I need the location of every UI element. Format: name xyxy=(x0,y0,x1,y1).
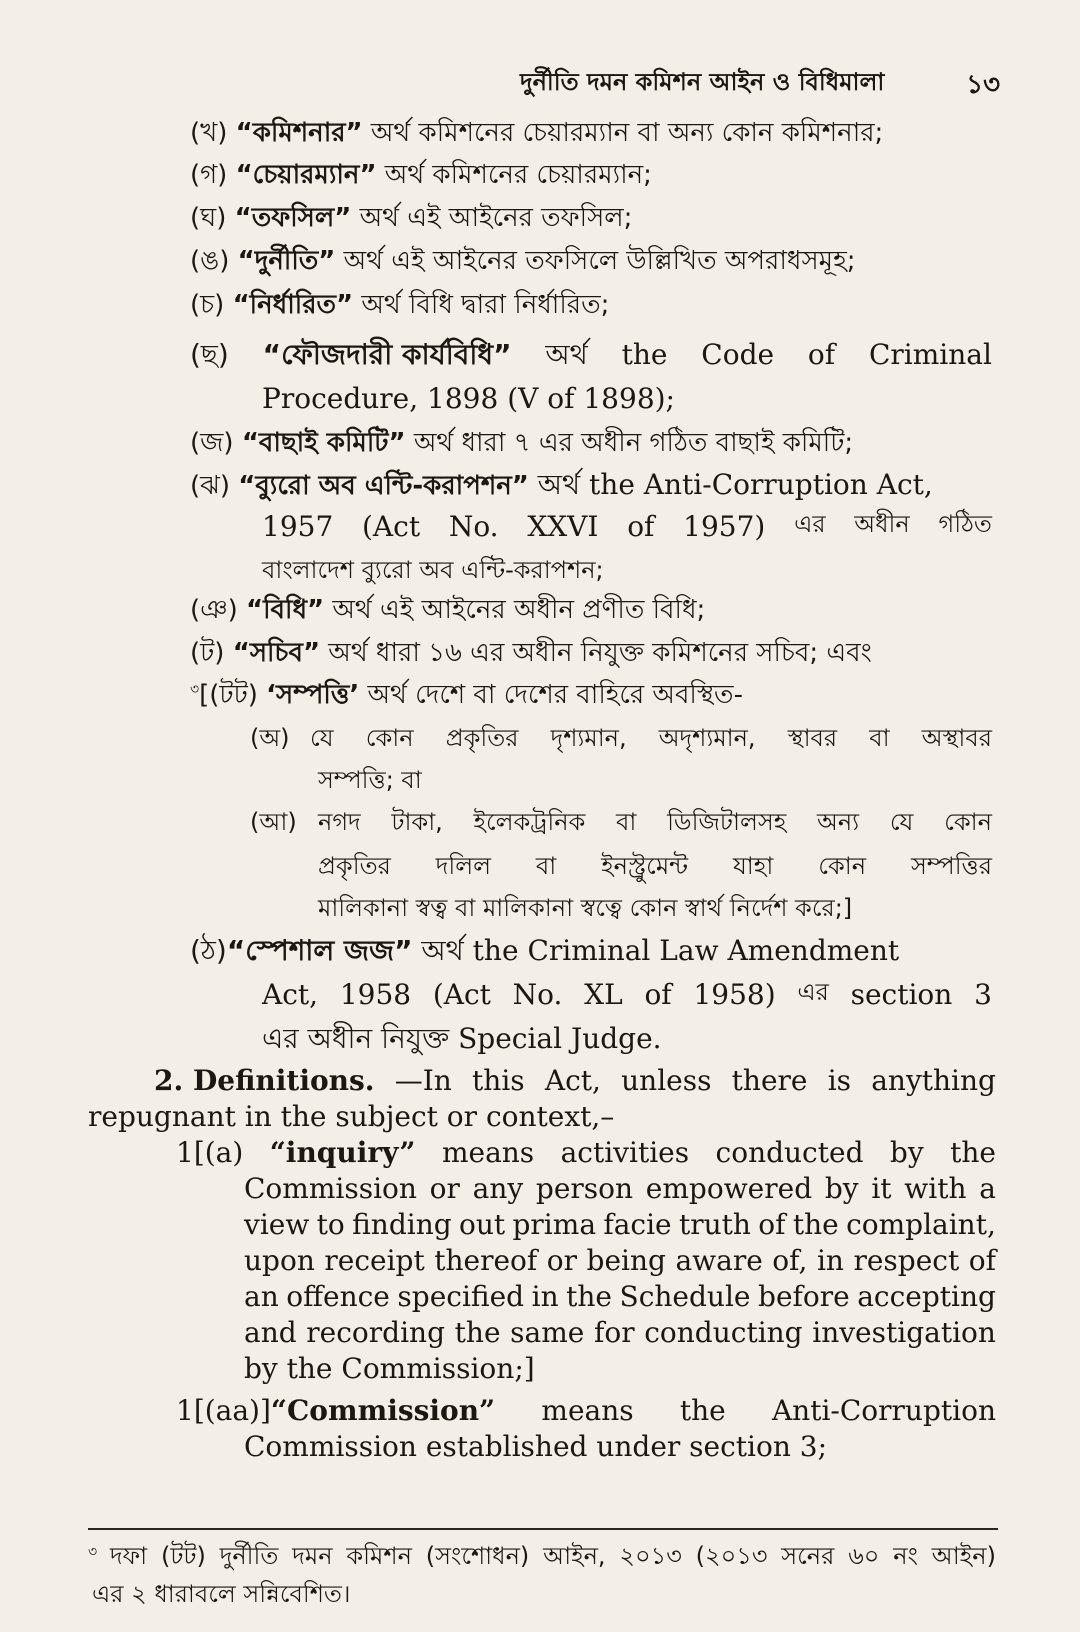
definition-tata-sub-b-cont: মালিকানা স্বত্ব বা মালিকানা স্বত্বে কোন স্বার্থ নির্দেশ করে;] xyxy=(318,894,853,922)
commission-line-2: Commission established under section 3; xyxy=(244,1430,828,1463)
definition-kha: (খ) “কমিশনার” অর্থ কমিশনের চেয়ারম্যান বা অন্য কোন কমিশনার; xyxy=(190,118,884,148)
english-section-heading: 2. Definitions. —In this Act, unless there is anything xyxy=(154,1064,996,1097)
definition-tata-sub-a-cont: সম্পত্তি; বা xyxy=(318,766,422,794)
definition-tha-line3: এর অধীন নিযুক্ত Special Judge. xyxy=(262,1022,662,1055)
inquiry-line-3: upon receipt thereof or being aware of, in respect of xyxy=(244,1244,996,1277)
definition-tha-line2: Act, 1958 (Act No. XL of 1958) এর section 3 xyxy=(262,978,992,1011)
definition-ja: (জ) “বাছাই কমিটি” অর্থ ধারা ৭ এর অধীন গঠিত বাছাই কমিটি; xyxy=(190,428,854,458)
footnote-mark: ৩ xyxy=(88,1544,98,1560)
section-title: 2. Definitions. xyxy=(154,1064,375,1097)
inquiry-line-6: by the Commission;] xyxy=(244,1352,535,1385)
definition-inquiry: 1[(a) “inquiry” means activities conducted by the xyxy=(176,1136,996,1169)
definition-cha: (চ) “নির্ধারিত” অর্থ বিধি দ্বারা নির্ধারিত; xyxy=(190,290,610,320)
footnote-line-1: দফা (টট) দুর্নীতি দমন কমিশন (সংশোধন) আইন, ২০১৩ (২০১৩ সনের ৬০ নং আইন) xyxy=(110,1542,996,1570)
inquiry-line-2: view to finding out prima facie truth of the complaint, xyxy=(244,1208,996,1241)
header-title: দুর্নীতি দমন কমিশন আইন ও বিধিমালা xyxy=(520,68,885,96)
definition-tata: $^৩$[(টট) ‘সম্পত্তি’ অর্থ দেশে বা দেশের বাহিরে অবস্থিত- xyxy=(190,680,743,710)
definition-nga: (ঙ) “দুর্নীতি” অর্থ এই আইনের তফসিলে উল্লিখিত অপরাধসমূহ; xyxy=(190,246,856,276)
footnote-ref: ৩ xyxy=(190,681,200,698)
definition-chha: (ছ) “ফৌজদারী কার্যবিধি” অর্থ the Code of Criminal xyxy=(190,338,992,371)
page-number: ১৩ xyxy=(966,70,1000,100)
definition-jha-cont2: বাংলাদেশ ব্যুরো অব এন্টি-করাপশন; xyxy=(262,556,604,584)
definition-tata-sub-b-line2: প্রকৃতির দলিল বা ইনস্ট্রুমেন্ট যাহা কোন সম্পত্তির xyxy=(318,852,992,880)
inquiry-line-4: an offence specified in the Schedule before accepting xyxy=(244,1280,996,1313)
english-intro-cont: repugnant in the subject or context,– xyxy=(88,1100,615,1133)
footnote-divider xyxy=(88,1528,998,1530)
definition-ga: (গ) “চেয়ারম্যান” অর্থ কমিশনের চেয়ারম্যান; xyxy=(190,160,652,190)
definition-tata-sub-b-marker: (আ) xyxy=(250,808,297,836)
definition-tata-sub-a-marker: (অ) xyxy=(250,724,290,752)
inquiry-line-5: and recording the same for conducting investigation xyxy=(244,1316,996,1349)
running-header xyxy=(520,64,1000,100)
definition-jha-cont: 1957 (Act No. XXVI of 1957) এর অধীন গঠিত xyxy=(262,510,992,543)
definition-nya: (ঞ) “বিধি” অর্থ এই আইনের অধীন প্রণীত বিধি; xyxy=(190,595,706,625)
definition-gha: (ঘ) “তফসিল” অর্থ এই আইনের তফসিল; xyxy=(190,203,633,233)
footnote-line-2: এর ২ ধারাবলে সন্নিবেশিত। xyxy=(92,1580,351,1608)
definition-jha: (ঝ) “ব্যুরো অব এন্টি-করাপশন” অর্থ the Anti-Corruption Act, xyxy=(190,468,933,501)
definition-tata-sub-b: নগদ টাকা, ইলেকট্রনিক বা ডিজিটালসহ অন্য যে কোন xyxy=(318,808,992,836)
definition-tha: (ঠ)“স্পেশাল জজ” অর্থ the Criminal Law Amendment xyxy=(190,934,900,967)
definition-tata-sub-a: যে কোন প্রকৃতির দৃশ্যমান, অদৃশ্যমান, স্থাবর বা অস্থাবর xyxy=(310,724,992,752)
inquiry-line-1: Commission or any person empowered by it with a xyxy=(244,1172,996,1205)
definition-ta: (ট) “সচিব” অর্থ ধারা ১৬ এর অধীন নিযুক্ত কমিশনের সচিব; এবং xyxy=(190,638,872,668)
definition-commission: 1[(aa)]“Commission” means the Anti-Corruption xyxy=(176,1394,996,1427)
definition-chha-cont: Procedure, 1898 (V of 1898); xyxy=(262,382,675,415)
